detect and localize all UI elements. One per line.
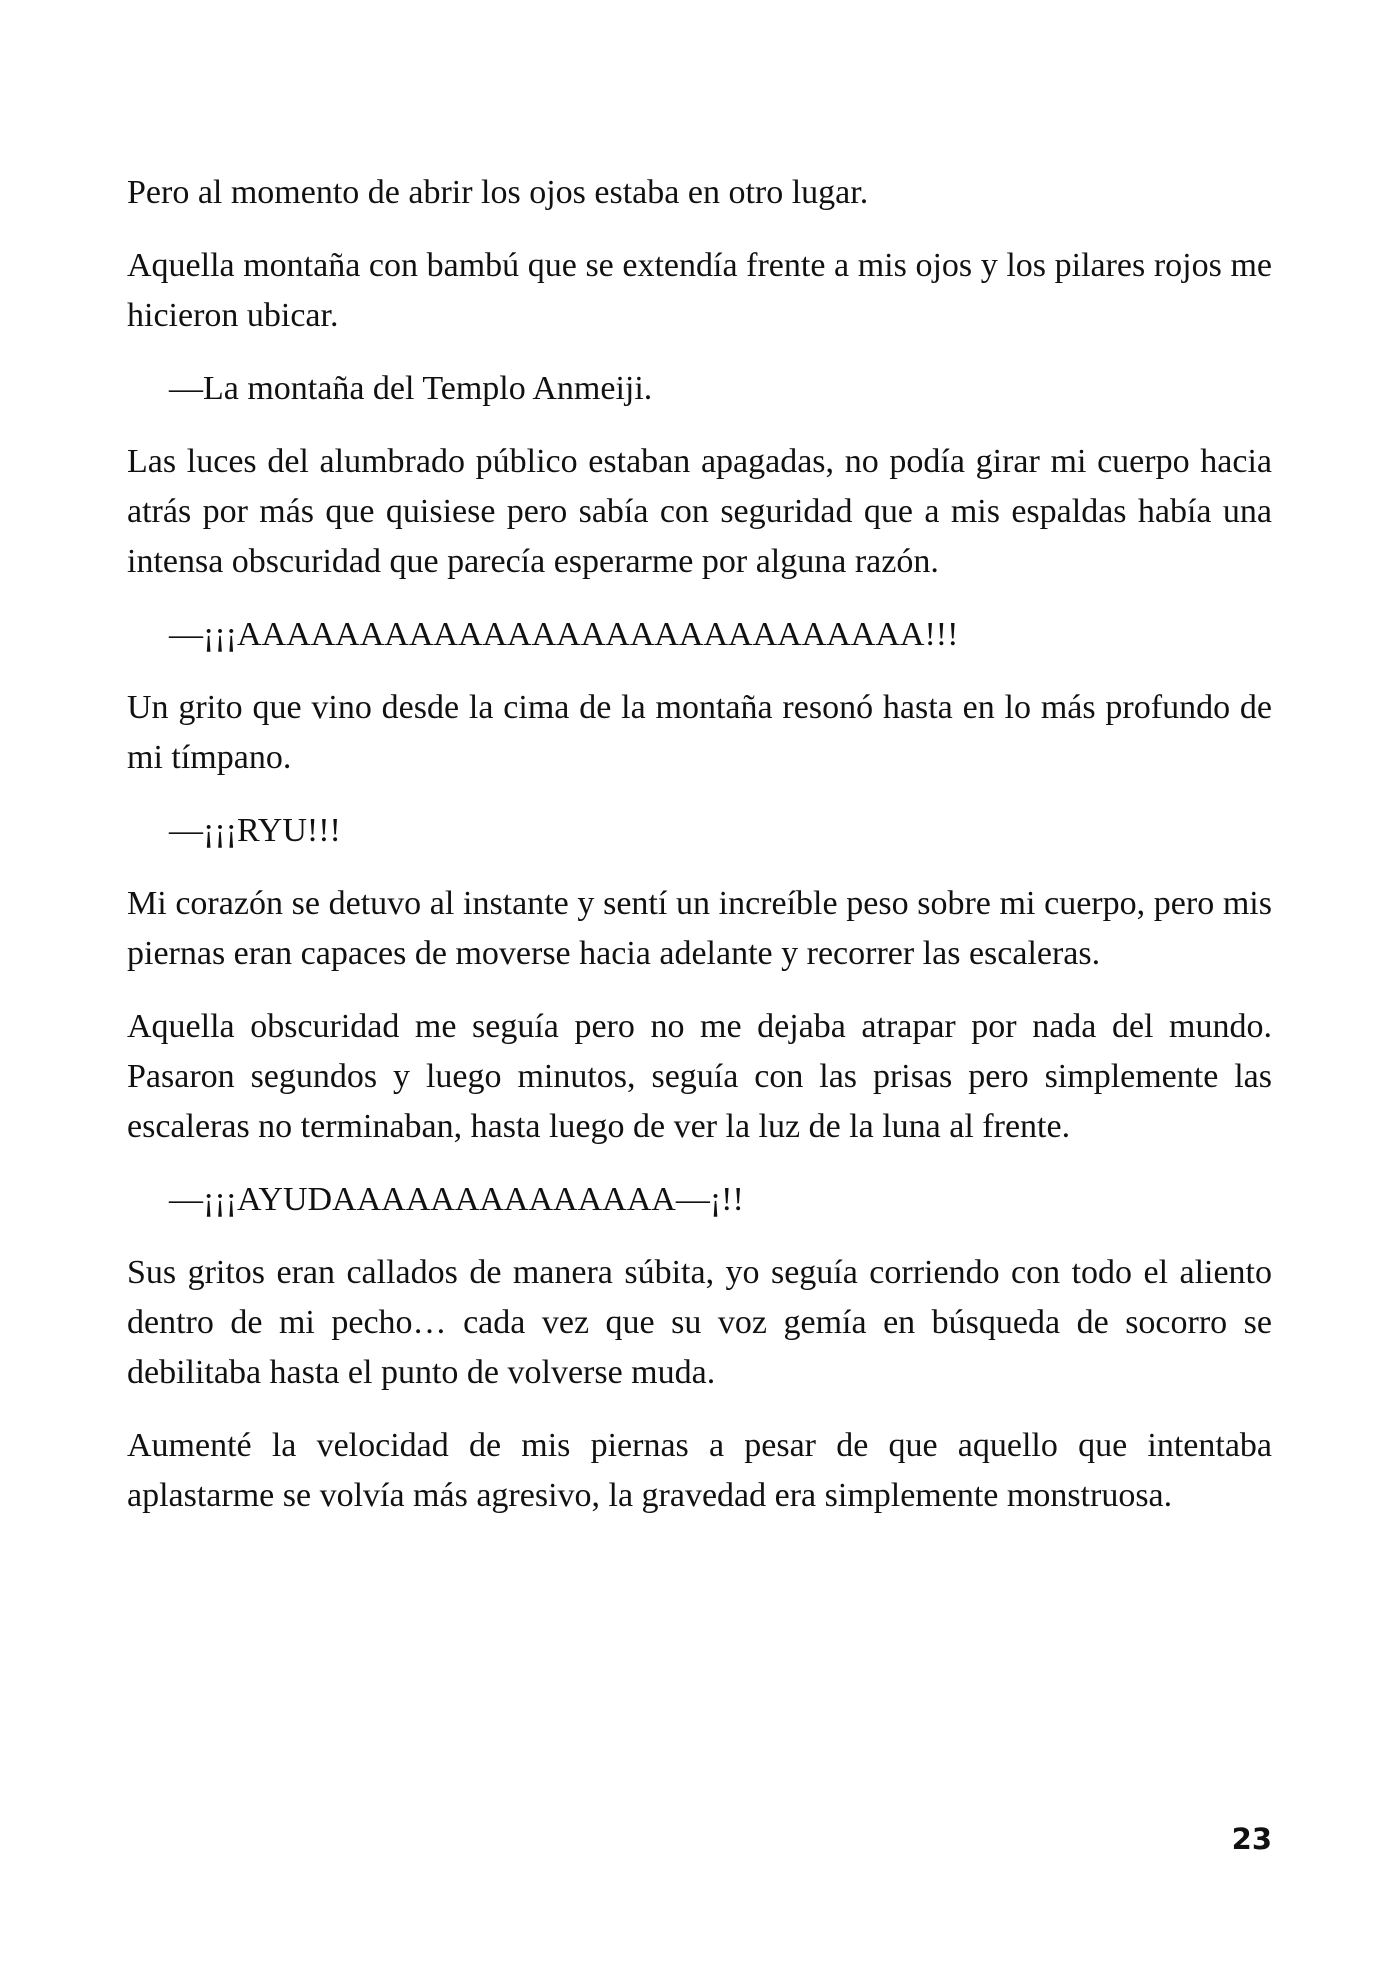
body-text [127,168,1272,1544]
paragraph: Mi corazón se detuvo al instante y sentí un increíble peso sobre mi cuerpo, pero mis piernas eran capaces de moverse hacia adelante y recorrer las escaleras. [127,885,1272,972]
dialogue-line: —¡¡¡RYU!!! [169,812,341,849]
page-number: 23 [1231,1822,1272,1856]
paragraph: Un grito que vino desde la cima de la montaña resonó hasta en lo más profundo de mi tímpano. [127,689,1272,776]
paragraph: Las luces del alumbrado público estaban apagadas, no podía girar mi cuerpo hacia atrás por más que quisiese pero sabía con seguridad que a mis espaldas había una intensa obscuridad que parecía esperarme por alguna razón. [127,443,1272,580]
paragraph: Aumenté la velocidad de mis piernas a pesar de que aquello que intentaba aplastarme se volvía más agresivo, la gravedad era simplemente monstruosa. [127,1427,1272,1514]
dialogue-line: —La montaña del Templo Anmeiji. [169,370,653,407]
dialogue-line: —¡¡¡AAAAAAAAAAAAAAAAAAAAAAAAAAAA!!! [169,616,959,653]
paragraph: Aquella obscuridad me seguía pero no me dejaba atrapar por nada del mundo. Pasaron segundos y luego minutos, seguía con las prisas pero simplemente las escaleras no terminaban, hasta luego de ver la luz de la luna al frente. [127,1008,1272,1145]
dialogue-line: —¡¡¡AYUDAAAAAAAAAAAAAA—¡!! [169,1181,744,1218]
paragraph: Pero al momento de abrir los ojos estaba en otro lugar. [127,174,869,211]
paragraph: Aquella montaña con bambú que se extendía frente a mis ojos y los pilares rojos me hicieron ubicar. [127,247,1272,334]
paragraph: Sus gritos eran callados de manera súbita, yo seguía corriendo con todo el aliento dentro de mi pecho… cada vez que su voz gemía en búsqueda de socorro se debilitaba hasta el punto de volverse muda. [127,1254,1272,1391]
